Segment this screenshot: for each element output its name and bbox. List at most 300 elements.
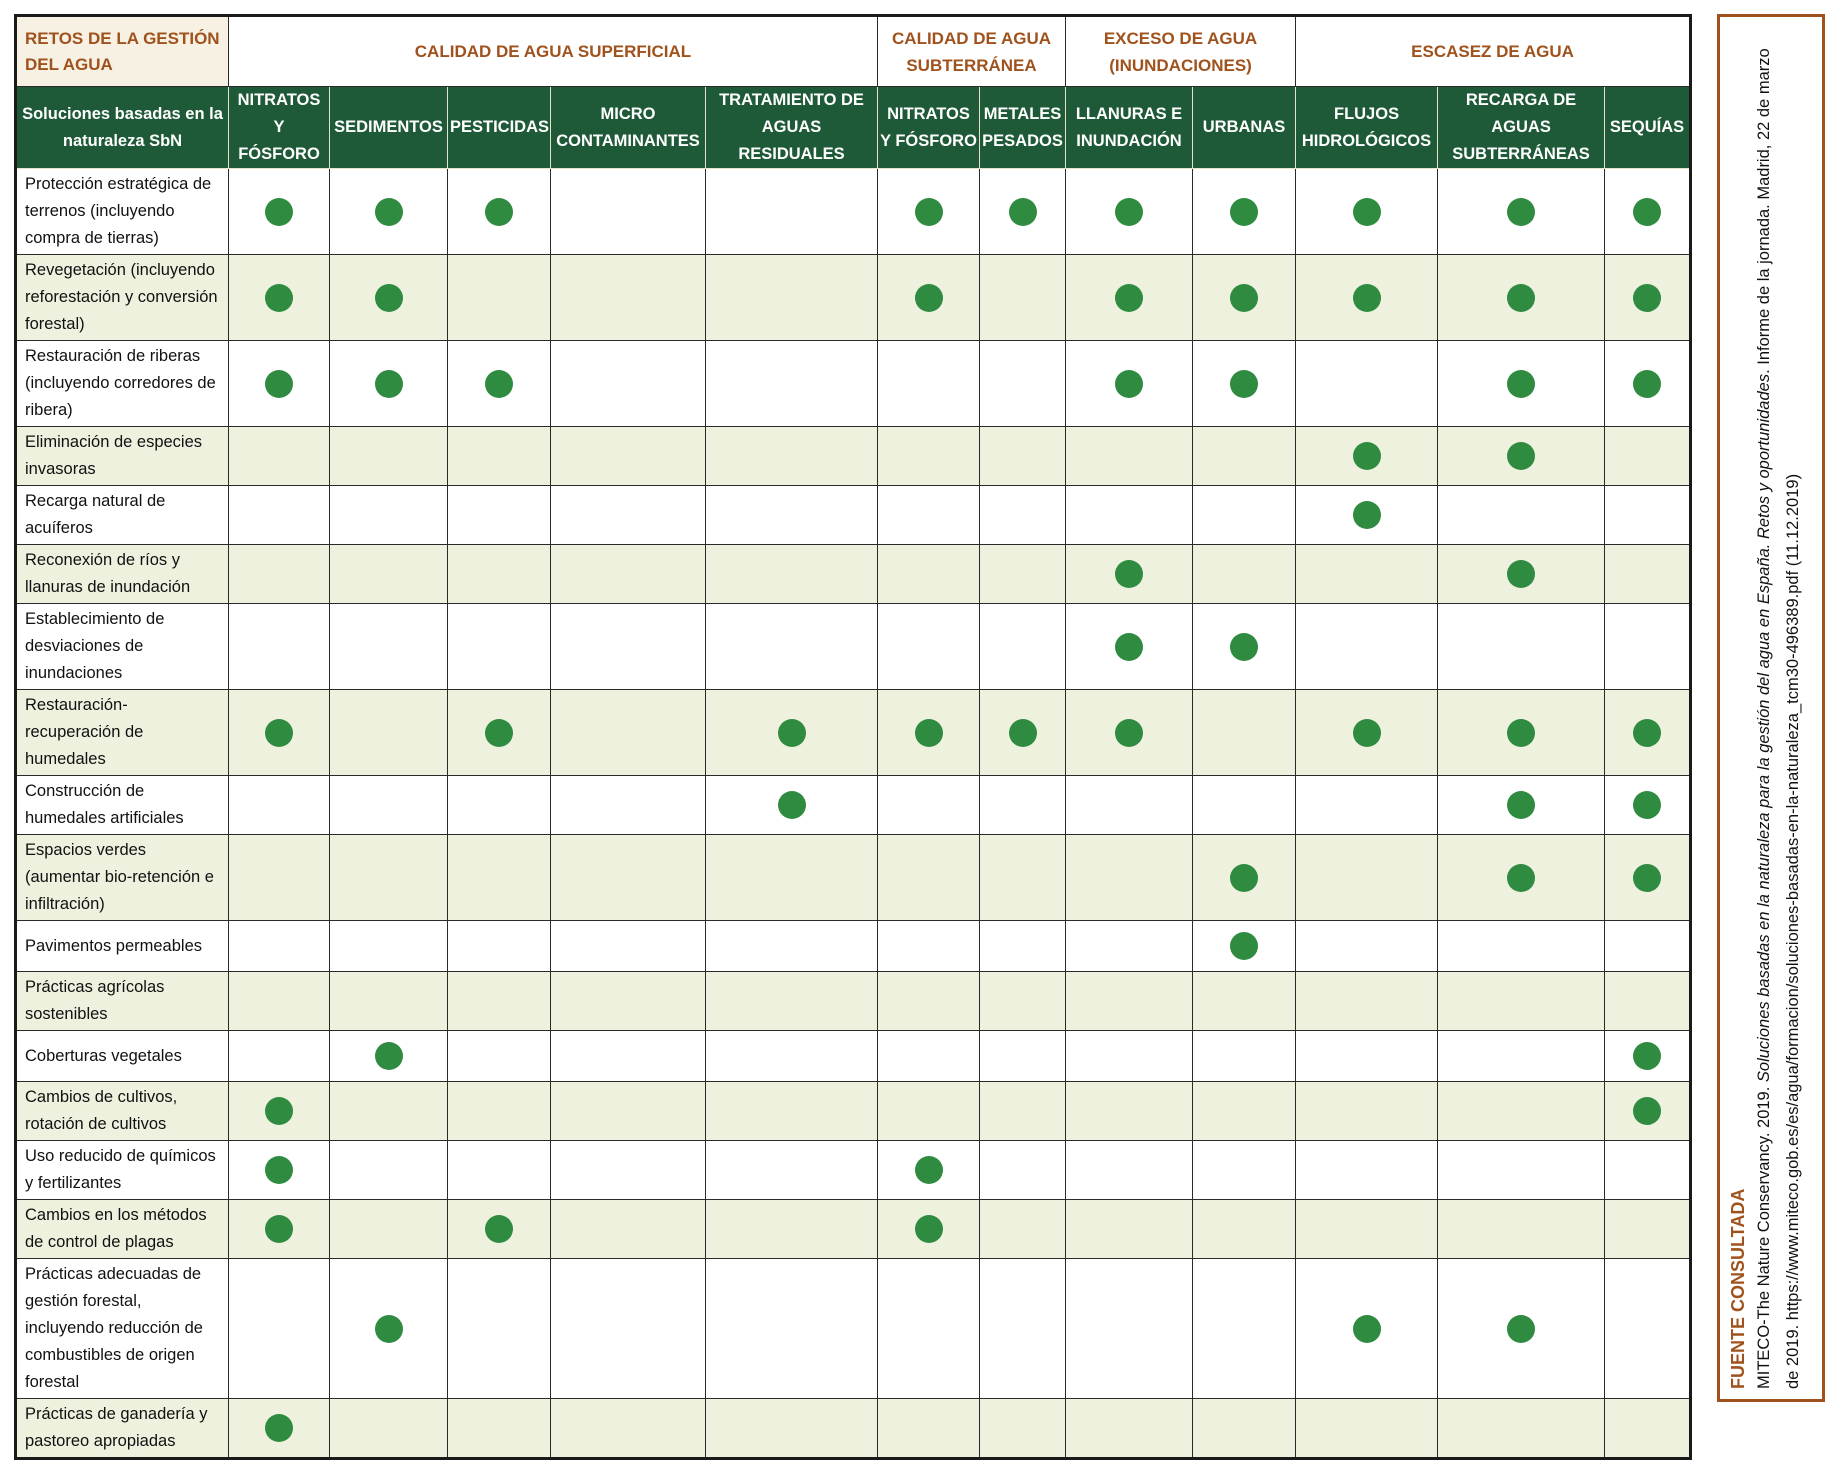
matrix-cell bbox=[330, 427, 448, 486]
nbs-matrix-table bbox=[14, 14, 1692, 1460]
matrix-cell bbox=[1605, 1082, 1691, 1141]
group-header: EXCESO DE AGUA (INUNDACIONES) bbox=[1066, 16, 1296, 87]
matrix-cell bbox=[1605, 1399, 1691, 1459]
matrix-cell bbox=[1438, 1259, 1605, 1399]
green-dot-icon bbox=[265, 1414, 293, 1442]
matrix-cell bbox=[1438, 545, 1605, 604]
matrix-cell bbox=[229, 255, 330, 341]
matrix-cell bbox=[706, 776, 878, 835]
matrix-cell bbox=[980, 1082, 1066, 1141]
matrix-cell bbox=[229, 169, 330, 255]
green-dot-icon bbox=[1230, 633, 1258, 661]
green-dot-icon bbox=[485, 370, 513, 398]
matrix-cell bbox=[1605, 486, 1691, 545]
matrix-cell bbox=[1193, 835, 1296, 921]
matrix-cell bbox=[1296, 486, 1438, 545]
matrix-cell bbox=[1438, 1031, 1605, 1082]
matrix-cell bbox=[706, 1399, 878, 1459]
group-header: CALIDAD DE AGUA SUBTERRÁNEA bbox=[878, 16, 1066, 87]
matrix-cell bbox=[448, 1082, 551, 1141]
matrix-cell bbox=[878, 1141, 980, 1200]
column-header: TRATAMIENTO DE AGUAS RESIDUALES bbox=[706, 87, 878, 169]
matrix-cell bbox=[1193, 690, 1296, 776]
matrix-cell bbox=[1296, 1082, 1438, 1141]
matrix-cell bbox=[878, 486, 980, 545]
matrix-cell bbox=[1193, 604, 1296, 690]
table-row bbox=[16, 690, 1691, 776]
green-dot-icon bbox=[1353, 1315, 1381, 1343]
source-author: MITECO-The Nature Conservancy. 2019. bbox=[1755, 1086, 1773, 1389]
matrix-cell bbox=[706, 835, 878, 921]
green-dot-icon bbox=[265, 1156, 293, 1184]
matrix-cell bbox=[551, 972, 706, 1031]
matrix-cell bbox=[706, 1082, 878, 1141]
row-label: Revegetación (incluyendo reforestación y conversión forestal) bbox=[16, 255, 229, 341]
matrix-cell bbox=[330, 341, 448, 427]
matrix-cell bbox=[706, 427, 878, 486]
green-dot-icon bbox=[265, 370, 293, 398]
matrix-cell bbox=[878, 690, 980, 776]
matrix-cell bbox=[1193, 972, 1296, 1031]
matrix-cell bbox=[330, 776, 448, 835]
matrix-cell bbox=[1438, 255, 1605, 341]
matrix-cell bbox=[1438, 776, 1605, 835]
matrix-cell bbox=[1296, 1399, 1438, 1459]
matrix-cell bbox=[878, 341, 980, 427]
matrix-cell bbox=[229, 1259, 330, 1399]
matrix-cell bbox=[1438, 1399, 1605, 1459]
table-row bbox=[16, 776, 1691, 835]
table-row bbox=[16, 1141, 1691, 1200]
row-label: Eliminación de especies invasoras bbox=[16, 427, 229, 486]
matrix-cell bbox=[551, 1141, 706, 1200]
matrix-cell bbox=[1193, 169, 1296, 255]
matrix-cell bbox=[330, 972, 448, 1031]
green-dot-icon bbox=[915, 719, 943, 747]
green-dot-icon bbox=[375, 1315, 403, 1343]
matrix-cell bbox=[330, 1200, 448, 1259]
matrix-cell bbox=[448, 486, 551, 545]
matrix-cell bbox=[1066, 1259, 1193, 1399]
row-label: Establecimiento de desviaciones de inundaciones bbox=[16, 604, 229, 690]
green-dot-icon bbox=[1115, 719, 1143, 747]
matrix-cell bbox=[1296, 341, 1438, 427]
matrix-cell bbox=[1066, 776, 1193, 835]
matrix-cell bbox=[330, 255, 448, 341]
matrix-cell bbox=[1296, 835, 1438, 921]
matrix-cell bbox=[1193, 486, 1296, 545]
matrix-cell bbox=[330, 1031, 448, 1082]
green-dot-icon bbox=[1353, 442, 1381, 470]
matrix-cell bbox=[330, 169, 448, 255]
matrix-cell bbox=[551, 1031, 706, 1082]
matrix-cell bbox=[980, 1399, 1066, 1459]
matrix-cell bbox=[448, 1259, 551, 1399]
matrix-cell bbox=[448, 169, 551, 255]
row-header-title: Soluciones basadas en la naturaleza SbN bbox=[16, 87, 229, 169]
matrix-cell bbox=[330, 921, 448, 972]
matrix-cell bbox=[229, 921, 330, 972]
green-dot-icon bbox=[1230, 864, 1258, 892]
matrix-cell bbox=[551, 1259, 706, 1399]
matrix-cell bbox=[980, 341, 1066, 427]
matrix-cell bbox=[1605, 1141, 1691, 1200]
green-dot-icon bbox=[1633, 284, 1661, 312]
green-dot-icon bbox=[1353, 719, 1381, 747]
matrix-cell bbox=[1066, 835, 1193, 921]
matrix-cell bbox=[706, 1200, 878, 1259]
matrix-cell bbox=[229, 776, 330, 835]
matrix-cell bbox=[1605, 972, 1691, 1031]
matrix-cell bbox=[706, 341, 878, 427]
row-label: Prácticas adecuadas de gestión forestal, incluyendo reducción de combustibles de origen forestal bbox=[16, 1259, 229, 1399]
matrix-cell bbox=[1296, 1259, 1438, 1399]
matrix-cell bbox=[1605, 921, 1691, 972]
matrix-cell bbox=[1066, 169, 1193, 255]
matrix-cell bbox=[551, 835, 706, 921]
matrix-cell bbox=[878, 921, 980, 972]
matrix-cell bbox=[1605, 1031, 1691, 1082]
green-dot-icon bbox=[1633, 864, 1661, 892]
matrix-cell bbox=[1438, 972, 1605, 1031]
matrix-cell bbox=[229, 972, 330, 1031]
matrix-cell bbox=[229, 427, 330, 486]
matrix-cell bbox=[1193, 1082, 1296, 1141]
matrix-cell bbox=[448, 690, 551, 776]
matrix-cell bbox=[706, 545, 878, 604]
matrix-cell bbox=[1296, 427, 1438, 486]
green-dot-icon bbox=[1230, 284, 1258, 312]
matrix-cell bbox=[980, 545, 1066, 604]
matrix-cell bbox=[706, 1031, 878, 1082]
matrix-cell bbox=[229, 486, 330, 545]
green-dot-icon bbox=[1507, 791, 1535, 819]
matrix-cell bbox=[706, 921, 878, 972]
green-dot-icon bbox=[1353, 501, 1381, 529]
column-header: PESTICIDAS bbox=[448, 87, 551, 169]
matrix-cell bbox=[706, 486, 878, 545]
green-dot-icon bbox=[265, 1215, 293, 1243]
green-dot-icon bbox=[485, 719, 513, 747]
source-details: . Informe de la jornada. Madrid, 22 de marzo de 2019. https://www.miteco.gob.es/es/agua/formacion/soluciones-basadas-en-la-naturaleza_tcm30-496389.pdf (11.12.2019) bbox=[1755, 48, 1802, 1389]
matrix-cell bbox=[878, 1082, 980, 1141]
row-label: Uso reducido de químicos y fertilizantes bbox=[16, 1141, 229, 1200]
table-row bbox=[16, 835, 1691, 921]
matrix-cell bbox=[448, 1399, 551, 1459]
matrix-cell bbox=[878, 1399, 980, 1459]
matrix-cell bbox=[980, 690, 1066, 776]
green-dot-icon bbox=[778, 791, 806, 819]
matrix-cell bbox=[1438, 486, 1605, 545]
matrix-cell bbox=[1605, 690, 1691, 776]
green-dot-icon bbox=[375, 370, 403, 398]
column-header: FLUJOS HIDROLÓGICOS bbox=[1296, 87, 1438, 169]
matrix-cell bbox=[1605, 169, 1691, 255]
green-dot-icon bbox=[375, 284, 403, 312]
matrix-cell bbox=[229, 1399, 330, 1459]
matrix-cell bbox=[706, 972, 878, 1031]
matrix-cell bbox=[229, 341, 330, 427]
matrix-cell bbox=[551, 427, 706, 486]
matrix-cell bbox=[330, 1141, 448, 1200]
matrix-cell bbox=[980, 1031, 1066, 1082]
green-dot-icon bbox=[1507, 560, 1535, 588]
green-dot-icon bbox=[265, 284, 293, 312]
matrix-cell bbox=[1438, 1200, 1605, 1259]
row-label: Cambios de cultivos, rotación de cultivos bbox=[16, 1082, 229, 1141]
column-header: NITRATOS Y FÓSFORO bbox=[878, 87, 980, 169]
matrix-cell bbox=[330, 486, 448, 545]
matrix-cell bbox=[1438, 1082, 1605, 1141]
green-dot-icon bbox=[265, 1097, 293, 1125]
matrix-cell bbox=[1296, 921, 1438, 972]
matrix-cell bbox=[1066, 1141, 1193, 1200]
matrix-cell bbox=[878, 1259, 980, 1399]
matrix-cell bbox=[1438, 921, 1605, 972]
matrix-cell bbox=[1066, 1200, 1193, 1259]
matrix-cell bbox=[1438, 835, 1605, 921]
green-dot-icon bbox=[1633, 1097, 1661, 1125]
green-dot-icon bbox=[1633, 370, 1661, 398]
matrix-cell bbox=[706, 255, 878, 341]
matrix-cell bbox=[1193, 1200, 1296, 1259]
green-dot-icon bbox=[778, 719, 806, 747]
column-header: SEDIMENTOS bbox=[330, 87, 448, 169]
matrix-cell bbox=[1438, 169, 1605, 255]
matrix-cell bbox=[330, 1259, 448, 1399]
green-dot-icon bbox=[1507, 370, 1535, 398]
matrix-cell bbox=[1193, 341, 1296, 427]
matrix-cell bbox=[330, 604, 448, 690]
matrix-cell bbox=[1438, 1141, 1605, 1200]
matrix-cell bbox=[229, 1141, 330, 1200]
column-header: URBANAS bbox=[1193, 87, 1296, 169]
column-header: MICRO CONTAMINANTES bbox=[551, 87, 706, 169]
matrix-cell bbox=[1066, 427, 1193, 486]
green-dot-icon bbox=[1353, 198, 1381, 226]
matrix-cell bbox=[448, 545, 551, 604]
table-row bbox=[16, 169, 1691, 255]
matrix-cell bbox=[1296, 169, 1438, 255]
matrix-cell bbox=[1605, 545, 1691, 604]
matrix-cell bbox=[706, 604, 878, 690]
table-row bbox=[16, 427, 1691, 486]
row-label: Restauración de riberas (incluyendo corredores de ribera) bbox=[16, 341, 229, 427]
row-label: Prácticas agrícolas sostenibles bbox=[16, 972, 229, 1031]
matrix-cell bbox=[706, 690, 878, 776]
table-row bbox=[16, 1399, 1691, 1459]
matrix-cell bbox=[1296, 1031, 1438, 1082]
matrix-cell bbox=[980, 1259, 1066, 1399]
matrix-cell bbox=[1066, 972, 1193, 1031]
row-label: Restauración-recuperación de humedales bbox=[16, 690, 229, 776]
green-dot-icon bbox=[1115, 370, 1143, 398]
matrix-cell bbox=[1066, 255, 1193, 341]
matrix-cell bbox=[551, 255, 706, 341]
matrix-cell bbox=[1066, 545, 1193, 604]
matrix-cell bbox=[448, 255, 551, 341]
matrix-cell bbox=[1605, 255, 1691, 341]
column-header: RECARGA DE AGUAS SUBTERRÁNEAS bbox=[1438, 87, 1605, 169]
matrix-cell bbox=[1193, 1259, 1296, 1399]
green-dot-icon bbox=[375, 198, 403, 226]
matrix-cell bbox=[1193, 1399, 1296, 1459]
table-row bbox=[16, 921, 1691, 972]
matrix-cell bbox=[229, 1082, 330, 1141]
matrix-cell bbox=[706, 1259, 878, 1399]
matrix-cell bbox=[448, 604, 551, 690]
matrix-cell bbox=[878, 604, 980, 690]
matrix-cell bbox=[1193, 1031, 1296, 1082]
matrix-cell bbox=[980, 776, 1066, 835]
green-dot-icon bbox=[915, 284, 943, 312]
matrix-cell bbox=[878, 1200, 980, 1259]
matrix-cell bbox=[448, 921, 551, 972]
matrix-cell bbox=[1066, 690, 1193, 776]
green-dot-icon bbox=[915, 1156, 943, 1184]
matrix-cell bbox=[1296, 776, 1438, 835]
table-row bbox=[16, 1259, 1691, 1399]
source-publication-title: Soluciones basadas en la naturaleza para la gestión del agua en España. Retos y oportunidades bbox=[1755, 373, 1773, 1083]
matrix-cell bbox=[551, 921, 706, 972]
matrix-cell bbox=[1193, 921, 1296, 972]
matrix-cell bbox=[229, 690, 330, 776]
corner-title: RETOS DE LA GESTIÓN DEL AGUA bbox=[16, 16, 229, 87]
green-dot-icon bbox=[1230, 932, 1258, 960]
matrix-cell bbox=[551, 604, 706, 690]
matrix-cell bbox=[448, 1141, 551, 1200]
row-label: Construcción de humedales artificiales bbox=[16, 776, 229, 835]
matrix-cell bbox=[980, 604, 1066, 690]
matrix-cell bbox=[229, 545, 330, 604]
matrix-cell bbox=[229, 1200, 330, 1259]
matrix-cell bbox=[229, 1031, 330, 1082]
matrix-cell bbox=[980, 486, 1066, 545]
row-label: Protección estratégica de terrenos (incluyendo compra de tierras) bbox=[16, 169, 229, 255]
green-dot-icon bbox=[915, 1215, 943, 1243]
green-dot-icon bbox=[1507, 719, 1535, 747]
green-dot-icon bbox=[1115, 198, 1143, 226]
matrix-cell bbox=[980, 835, 1066, 921]
green-dot-icon bbox=[1230, 198, 1258, 226]
matrix-cell bbox=[980, 1200, 1066, 1259]
green-dot-icon bbox=[1009, 198, 1037, 226]
row-label: Pavimentos permeables bbox=[16, 921, 229, 972]
matrix-cell bbox=[878, 972, 980, 1031]
green-dot-icon bbox=[485, 1215, 513, 1243]
matrix-cell bbox=[1296, 1200, 1438, 1259]
matrix-cell bbox=[980, 255, 1066, 341]
matrix-cell bbox=[878, 427, 980, 486]
matrix-cell bbox=[1296, 1141, 1438, 1200]
green-dot-icon bbox=[1507, 198, 1535, 226]
table-row bbox=[16, 972, 1691, 1031]
matrix-cell bbox=[448, 341, 551, 427]
green-dot-icon bbox=[1115, 560, 1143, 588]
row-label: Cambios en los métodos de control de plagas bbox=[16, 1200, 229, 1259]
column-header: SEQUÍAS bbox=[1605, 87, 1691, 169]
table-row bbox=[16, 341, 1691, 427]
matrix-cell bbox=[1438, 427, 1605, 486]
matrix-cell bbox=[330, 1399, 448, 1459]
table-row bbox=[16, 1031, 1691, 1082]
green-dot-icon bbox=[1633, 719, 1661, 747]
matrix-cell bbox=[878, 776, 980, 835]
matrix-cell bbox=[551, 776, 706, 835]
green-dot-icon bbox=[375, 1042, 403, 1070]
matrix-cell bbox=[1438, 690, 1605, 776]
matrix-cell bbox=[878, 169, 980, 255]
matrix-cell bbox=[1605, 427, 1691, 486]
green-dot-icon bbox=[265, 198, 293, 226]
matrix-cell bbox=[878, 255, 980, 341]
matrix-cell bbox=[330, 835, 448, 921]
green-dot-icon bbox=[1230, 370, 1258, 398]
row-label: Prácticas de ganadería y pastoreo apropiadas bbox=[16, 1399, 229, 1459]
green-dot-icon bbox=[1507, 1315, 1535, 1343]
matrix-cell bbox=[706, 169, 878, 255]
matrix-cell bbox=[330, 690, 448, 776]
matrix-cell bbox=[1296, 972, 1438, 1031]
table-row bbox=[16, 1200, 1691, 1259]
matrix-cell bbox=[448, 776, 551, 835]
green-dot-icon bbox=[1353, 284, 1381, 312]
matrix-cell bbox=[551, 341, 706, 427]
green-dot-icon bbox=[1633, 198, 1661, 226]
row-label: Recarga natural de acuíferos bbox=[16, 486, 229, 545]
green-dot-icon bbox=[1507, 442, 1535, 470]
matrix-cell bbox=[551, 1082, 706, 1141]
matrix-cell bbox=[1605, 1200, 1691, 1259]
matrix-cell bbox=[1438, 341, 1605, 427]
table-row bbox=[16, 545, 1691, 604]
matrix-cell bbox=[448, 835, 551, 921]
matrix-cell bbox=[980, 972, 1066, 1031]
table-row bbox=[16, 604, 1691, 690]
matrix-cell bbox=[448, 1031, 551, 1082]
matrix-cell bbox=[330, 1082, 448, 1141]
matrix-cell bbox=[1193, 255, 1296, 341]
matrix-cell bbox=[1193, 1141, 1296, 1200]
matrix-cell bbox=[1066, 604, 1193, 690]
matrix-body bbox=[16, 169, 1691, 1459]
column-header: NITRATOS Y FÓSFORO bbox=[229, 87, 330, 169]
matrix-cell bbox=[1605, 835, 1691, 921]
matrix-cell bbox=[980, 427, 1066, 486]
matrix-cell bbox=[878, 1031, 980, 1082]
matrix-cell bbox=[448, 972, 551, 1031]
matrix-cell bbox=[448, 1200, 551, 1259]
green-dot-icon bbox=[915, 198, 943, 226]
matrix-cell bbox=[1605, 341, 1691, 427]
matrix-cell bbox=[1296, 604, 1438, 690]
row-label: Coberturas vegetales bbox=[16, 1031, 229, 1082]
matrix-cell bbox=[551, 1399, 706, 1459]
green-dot-icon bbox=[1633, 1042, 1661, 1070]
matrix-cell bbox=[1066, 486, 1193, 545]
group-header: ESCASEZ DE AGUA bbox=[1296, 16, 1691, 87]
green-dot-icon bbox=[1009, 719, 1037, 747]
table-row bbox=[16, 486, 1691, 545]
green-dot-icon bbox=[1507, 864, 1535, 892]
matrix-cell bbox=[980, 921, 1066, 972]
column-header: LLANURAS E INUNDACIÓN bbox=[1066, 87, 1193, 169]
matrix-cell bbox=[1296, 690, 1438, 776]
column-header-row bbox=[16, 87, 1691, 169]
matrix-cell bbox=[878, 835, 980, 921]
green-dot-icon bbox=[485, 198, 513, 226]
matrix-cell bbox=[551, 545, 706, 604]
